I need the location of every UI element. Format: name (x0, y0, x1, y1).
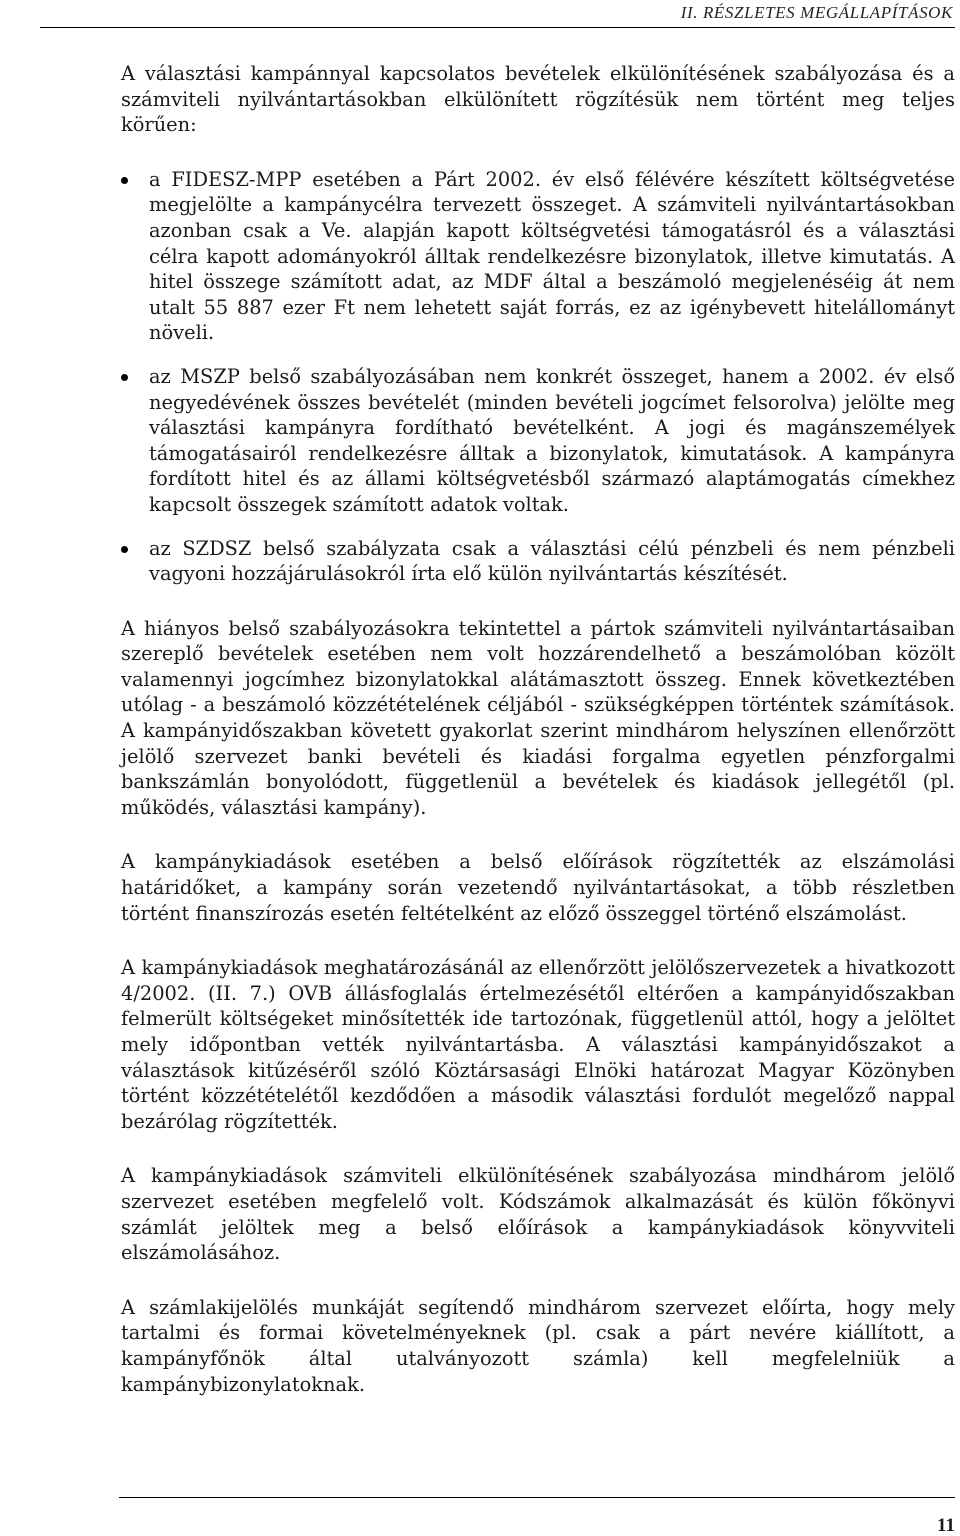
bullet-text: a FIDESZ-MPP esetében a Párt 2002. év első félévére készített költségvetése megjelölte a kampánycélra tervezett összeget. A számviteli nyilvántartásokban azonban csak a Ve. alapján kapott költségvetési támogatásról és a választási célra kapott adományokról álltak rendelkezésre bizonylatok, illetve kimutatás. A hitel összege számított adat, az MDF által a beszámoló megjelenéséig át nem utalt 55 887 ezer Ft nem lehetett saját forrás, ez az igénybevett hitelállományt növeli. (149, 167, 955, 345)
paragraph-expense-rules: A kampánykiadások esetében a belső előírások rögzítették az elszámolási határidőket, a kampány során vezetendő nyilvántartásokat, a több részletben történt finanszírozás esetén feltételként az előző összeggel történő elszámolást. (121, 850, 955, 925)
bullet-text: az MSZP belső szabályozásában nem konkrét összeget, hanem a 2002. év első negyedévének összes bevételét (minden bevételi jogcímet felsorolva) jelölte meg választási kampányra fordítható bevételként. A jogi és magánszemélyek támogatásairól rendelkezésre álltak a bizonylatok, kimutatások. A kampányra fordított hitel és az állami költségvetésből származó alaptámogatás címekhez kapcsolt összegek számított adatok voltak. (149, 364, 955, 516)
bullet-list (121, 167, 955, 587)
section-title: II. RÉSZLETES MEGÁLLAPÍTÁSOK (680, 3, 953, 22)
document-body (121, 61, 955, 1426)
intro-paragraph: A választási kampánnyal kapcsolatos bevételek elkülönítésének szabályozása és a számviteli nyilvántartásokban elkülönített rögzítésük nem történt meg teljes körűen: (121, 62, 955, 137)
footer-divider (119, 1497, 955, 1498)
bullet-dot-icon (121, 374, 128, 381)
bullet-dot-icon (121, 546, 128, 553)
bullet-item-szdsz (121, 536, 955, 587)
header-divider (40, 27, 955, 28)
paragraph-expense-definition: A kampánykiadások meghatározásánál az ellenőrzött jelölőszervezetek a hivatkozott 4/2002. (II. 7.) OVB állásfoglalás értelmezésétől eltérően a kampányidőszakban felmerült költségeket minősítették ide tartozónak, függetlenül attól, hogy a jelöltet mely időpontban vették nyilvántartásba. A választási kampányidőszakot a választások kitűzéséről szóló Köztársasági Elnöki határozat Magyar Közönyben történt közzétételétől kezdődően a második választási fordulót megelőző nappal bezárólag rögzítették. (121, 956, 955, 1133)
page-header (0, 0, 960, 28)
bullet-dot-icon (121, 177, 128, 184)
paragraph-accounting-separation: A kampánykiadások számviteli elkülönítésének szabályozása mindhárom jelölő szervezet esetében megfelelő volt. Kódszámok alkalmazását és külön főkönyvi számlát jelöltek meg a belső előírások a kampánykiadások könyvviteli elszámolásához. (121, 1164, 955, 1265)
page-number: 11 (937, 1515, 955, 1536)
bullet-item-mszp (121, 364, 955, 518)
bullet-item-fidesz (121, 167, 955, 346)
paragraph-revenues: A hiányos belső szabályozásokra tekintettel a pártok számviteli nyilvántartásaiban szereplő bevételek esetében nem volt hozzárendelhető a beszámolóban közölt valamennyi jogcímhez bizonylatokkal alátámasztott összeg. Ennek következtében utólag - a beszámoló közzétételének céljából - szükségképpen történtek számítások. A kampányidőszakban követett gyakorlat szerint mindhárom helyszínen ellenőrzött jelölő szervezet banki bevételi és kiadási forgalma egyetlen pénzforgalmi bankszámlán bonyolódott, függetlenül a bevételek és kiadások jellegétől (pl. működés, választási kampány). (121, 616, 955, 819)
paragraph-invoice-requirements: A számlakijelölés munkáját segítendő mindhárom szervezet előírta, hogy mely tartalmi és formai követelményeknek (pl. csak a párt nevére kiállított, a kampányfőnök által utalványozott számla) kell megfelelniük a kampánybizonylatoknak. (121, 1295, 955, 1396)
bullet-text: az SZDSZ belső szabályzata csak a választási célú pénzbeli és nem pénzbeli vagyoni hozzájárulásokról írta elő külön nyilvántartás készítését. (149, 536, 955, 586)
